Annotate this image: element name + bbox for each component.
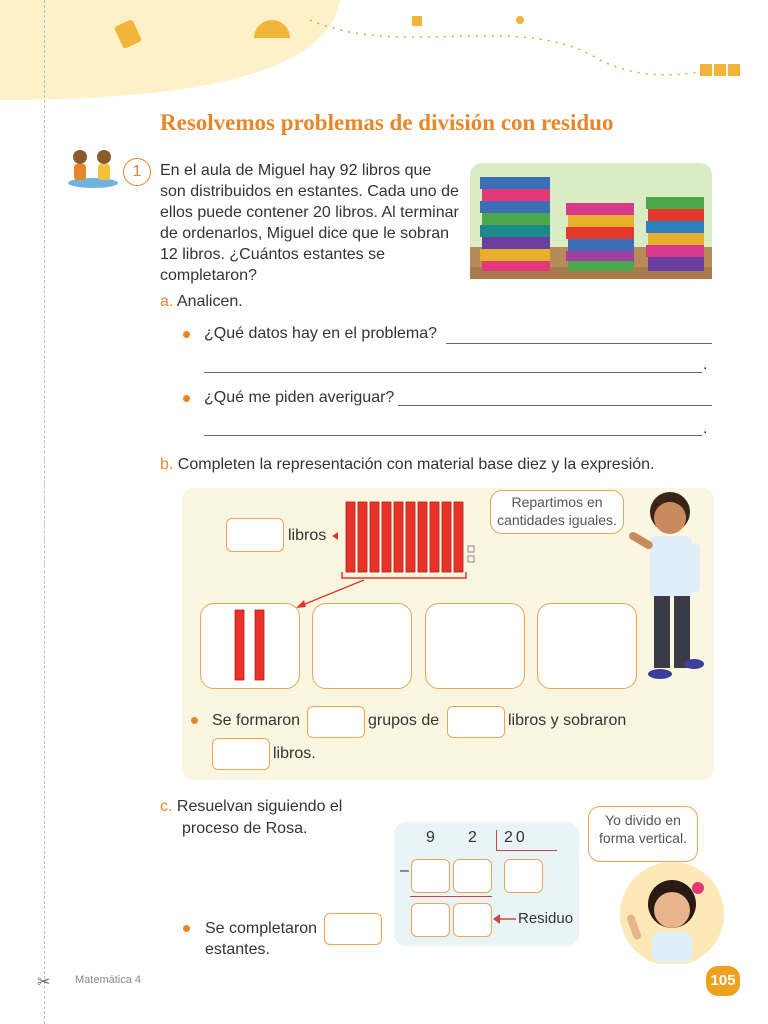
cut-line <box>44 0 45 1024</box>
quotient-box[interactable] <box>504 859 543 893</box>
problem-statement: En el aula de Miguel hay 92 libros que son distribuidos en estantes. Cada uno de ellos puede contener 20 libros. Al terminar de ordenarlos, Miguel dice que le sobran 12 libros. ¿Cuántos estantes se completaron? <box>160 162 459 284</box>
books-label: libros <box>288 527 327 544</box>
speech-bubble-b-text: Repartimos en cantidades iguales. <box>497 494 617 528</box>
residuo-arrow <box>492 912 518 926</box>
books-illustration <box>470 163 712 279</box>
book-stack-1 <box>480 177 550 271</box>
answer-line-4[interactable] <box>204 435 702 436</box>
page-number <box>706 966 740 996</box>
problem-number <box>123 158 151 186</box>
section-b-bold: Completen <box>177 456 256 473</box>
book-name: Matemática 4 <box>75 974 142 986</box>
speech-bubble-b <box>490 490 624 534</box>
scissors-icon: ✂ <box>37 974 51 991</box>
sentence-b-2: grupos de <box>368 712 440 729</box>
section-c-bold: Resuelvan <box>176 798 253 815</box>
residue-digit-2[interactable] <box>453 903 492 937</box>
group-work-icon <box>66 145 120 189</box>
section-a-rest: . <box>238 293 243 310</box>
section-a-letter: a. <box>160 293 174 310</box>
total-books-box[interactable] <box>226 518 284 552</box>
sentence-c-2: estantes. <box>205 941 270 958</box>
book-stack-2 <box>566 203 634 271</box>
group-box-2[interactable] <box>312 603 412 689</box>
bullet <box>183 331 190 338</box>
problem-number-text: 1 <box>132 163 142 180</box>
sentence-b-1: Se formaron <box>212 712 301 729</box>
group-size-box[interactable] <box>447 706 505 738</box>
base-ten-rods <box>328 498 480 582</box>
residuo-label: Residuo <box>518 910 574 927</box>
sentence-b-4: libros. <box>273 745 316 762</box>
sentence-c-1: Se completaron <box>205 920 318 937</box>
bullet <box>191 717 198 724</box>
answer-line-2[interactable] <box>204 372 702 373</box>
page-title: Resolvemos problemas de división con residuo <box>160 110 614 135</box>
leftover-box[interactable] <box>212 738 270 770</box>
section-c-letter: c. <box>160 798 173 815</box>
section-a-heading <box>160 293 243 311</box>
answer-line-3[interactable] <box>398 405 712 406</box>
residue-digit-1[interactable] <box>411 903 450 937</box>
cubes-icon <box>700 64 740 76</box>
question-data: ¿Qué datos hay en el problema? <box>204 325 438 342</box>
section-b-letter: b. <box>160 456 174 473</box>
subtract-digit-2[interactable] <box>453 859 492 893</box>
minus-sign: – <box>400 862 409 879</box>
answer-line-1[interactable] <box>446 343 712 344</box>
section-c-line2: proceso de Rosa. <box>182 820 308 837</box>
shelves-count-box[interactable] <box>324 913 382 945</box>
section-b-heading <box>160 456 655 474</box>
book-stack-3 <box>646 197 704 271</box>
boy-illustration <box>620 480 720 686</box>
group-box-3[interactable] <box>425 603 525 689</box>
section-a-bold: Analicen <box>176 293 239 310</box>
dividend-digit-2: 2 <box>468 829 477 846</box>
section-c-rest1: siguiendo el <box>252 798 343 815</box>
bullet <box>183 395 190 402</box>
speech-bubble-c-text: Yo divido en forma vertical. <box>599 812 687 846</box>
answer-end-2: . <box>703 420 708 437</box>
subtraction-line <box>410 896 492 897</box>
tens-rods-group <box>201 604 299 688</box>
section-c-heading <box>160 798 342 816</box>
sentence-b-3: libros y sobraron <box>508 712 627 729</box>
dividend-digit-1: 9 <box>426 829 435 846</box>
divisor: 20 <box>504 829 528 846</box>
group-box-1[interactable] <box>200 603 300 689</box>
subtract-digit-1[interactable] <box>411 859 450 893</box>
groups-count-box[interactable] <box>307 706 365 738</box>
page-number-text: 105 <box>710 972 736 989</box>
header-decoration <box>0 0 768 100</box>
bullet <box>183 925 190 932</box>
girl-illustration <box>612 852 732 964</box>
answer-end-1: . <box>703 356 708 373</box>
question-goal: ¿Qué me piden averiguar? <box>204 389 395 406</box>
section-b-rest: la representación con material base diez y la expresión. <box>255 456 655 473</box>
